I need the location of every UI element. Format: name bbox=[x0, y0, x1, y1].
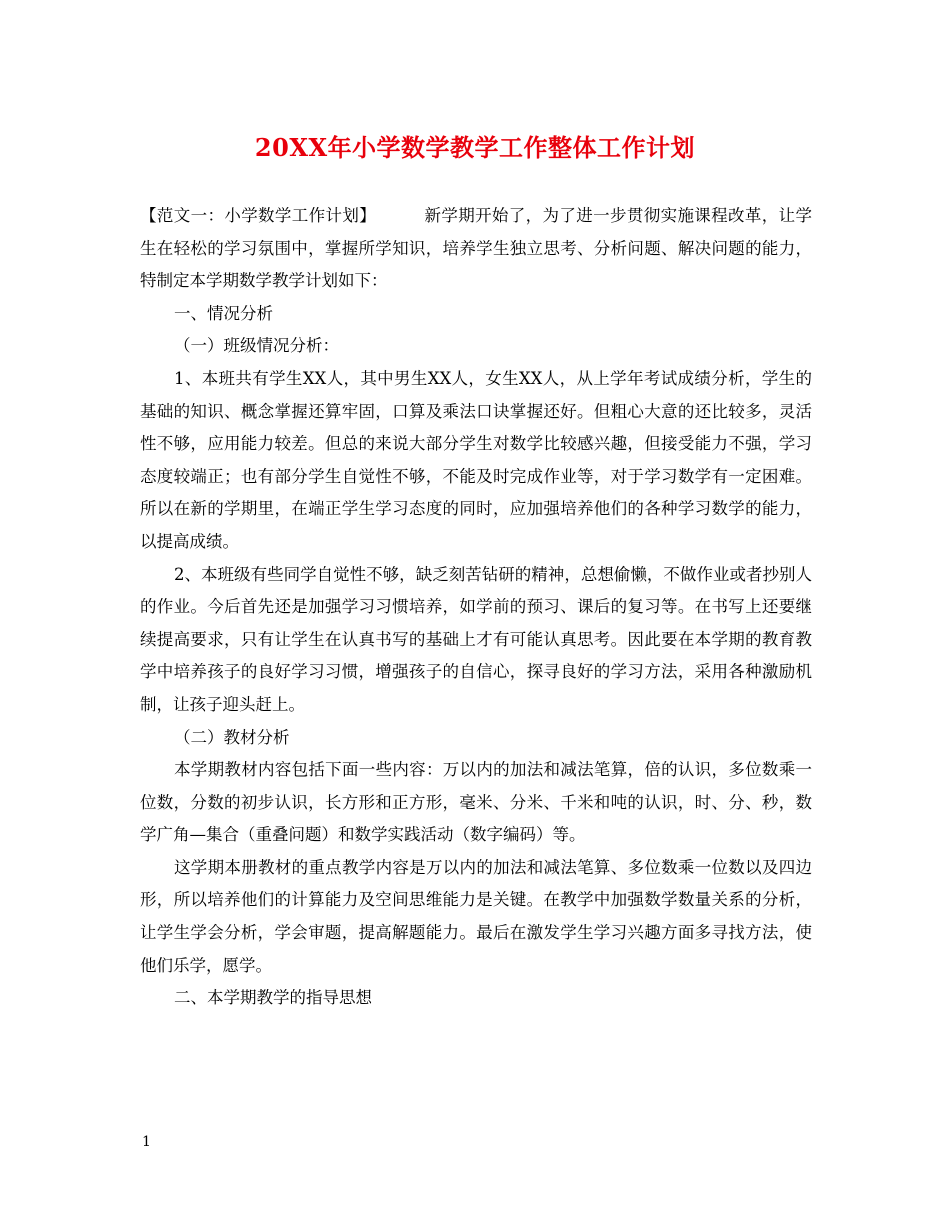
subsection-heading-1: （一）班级情况分析： bbox=[174, 336, 339, 356]
document-body bbox=[140, 200, 812, 1015]
document-title: 20XX年小学数学教学工作整体工作计划 bbox=[254, 133, 696, 162]
page-number: 1 bbox=[142, 1134, 151, 1150]
subsection-heading-2: （二）教材分析 bbox=[174, 727, 290, 747]
body-paragraph-1: 1、本班共有学生XX人，其中男生XX人，女生XX人，从上学年考试成绩分析，学生的基础的知识、概念掌握还算牢固，口算及乘法口诀掌握还好。但粗心大意的还比较多，灵活性不够，应用能力较差。但总的来说大部分学生对数学比较感兴趣，但接受能力不强，学习态度较端正；也有部分学生自觉性不够，不能及时完成作业等，对于学习数学有一定困难。所以在新的学期里，在端正学生学习态度的同时，应加强培养他们的各种学习数学的能力，以提高成绩。 bbox=[140, 368, 812, 551]
intro-text: 新学期开始了，为了进一步贯彻实施课程改革，让学生在轻松的学习氛围中，掌握所学知识，培养学生独立思考、分析问题、解决问题的能力，特制定本学期数学教学计划如下： bbox=[140, 206, 813, 291]
body-paragraph-2: 2、本班级有些同学自觉性不够，缺乏刻苦钻研的精神，总想偷懒，不做作业或者抄别人的作业。今后首先还是加强学习习惯培养，如学前的预习、课后的复习等。在书写上还要继续提高要求，只有让学生在认真书写的基础上才有可能认真思考。因此要在本学期的教育教学中培养孩子的良好学习习惯，增强孩子的自信心，探寻良好的学习方法，采用各种激励机制，让孩子迎头赶上。 bbox=[140, 564, 812, 714]
section-heading-2: 二、本学期教学的指导思想 bbox=[174, 988, 372, 1008]
body-paragraph-4: 这学期本册教材的重点教学内容是万以内的加法和减法笔算、多位数乘一位数以及四边形，所以培养他们的计算能力及空间思维能力是关键。在教学中加强数学数量关系的分析，让学生学会分析，学会审题，提高解题能力。最后在激发学生学习兴趣方面多寻找方法，使他们乐学，愿学。 bbox=[140, 857, 812, 975]
body-paragraph-3: 本学期教材内容包括下面一些内容：万以内的加法和减法笔算，倍的认识，多位数乘一位数，分数的初步认识，长方形和正方形，毫米、分米、千米和吨的认识，时、分、秒，数学广角—集合（重叠问题）和数学实践活动（数字编码）等。 bbox=[140, 760, 812, 845]
intro-paragraph bbox=[140, 200, 812, 298]
intro-label: 【范文一：小学数学工作计划】 bbox=[140, 206, 377, 225]
section-heading-1: 一、情况分析 bbox=[174, 303, 273, 323]
